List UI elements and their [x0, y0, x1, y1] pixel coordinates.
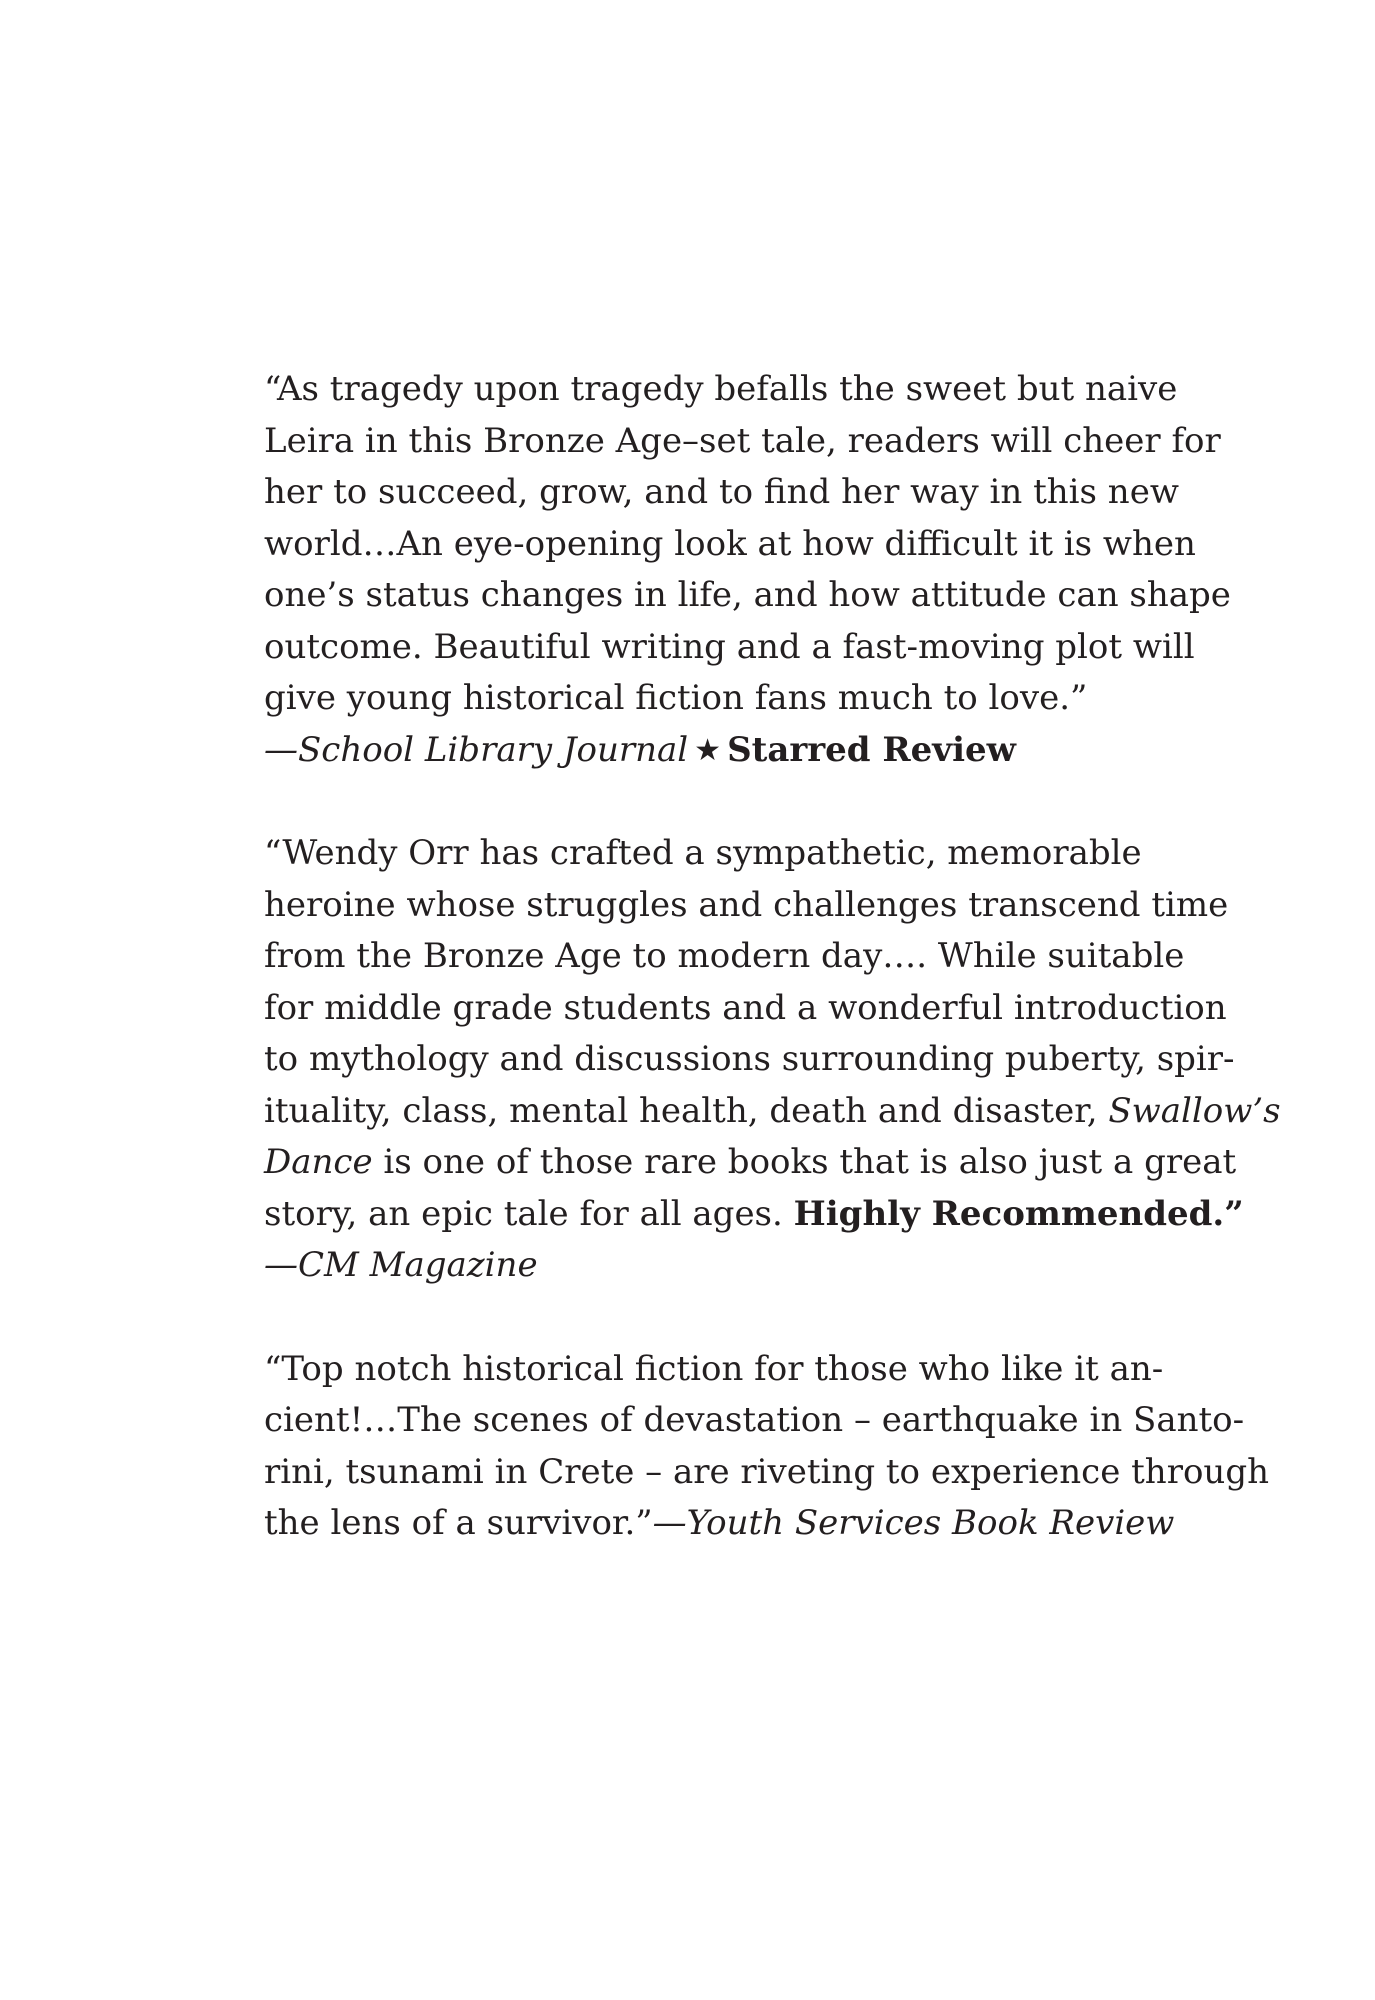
review-line: one’s status changes in life, and how attitude can shape — [264, 575, 1231, 615]
review-source: CM Magazine — [298, 1245, 538, 1285]
review-school-library-journal — [264, 364, 1231, 776]
review-text: ituality, class, mental health, death and disaster, — [264, 1090, 1098, 1131]
review-line — [264, 1137, 1237, 1189]
review-text: is one of those rare books that is also just a great — [372, 1142, 1237, 1182]
review-cm-magazine — [264, 828, 1281, 1292]
review-attribution — [264, 1240, 1164, 1292]
review-source: Youth Services Book Review — [686, 1503, 1175, 1543]
review-line: heroine whose struggles and challenges transcend time — [264, 884, 1229, 925]
book-title: Dance — [264, 1142, 373, 1182]
review-youth-services-book-review — [264, 1344, 1269, 1550]
review-line: give young historical fiction fans much to love.” — [264, 678, 1088, 718]
review-line: cient!…The scenes of devastation – earthquake in Santo- — [264, 1400, 1245, 1440]
star-icon: ★ — [694, 732, 722, 768]
review-line — [264, 1189, 1244, 1241]
review-line: her to succeed, grow, and to find her way in this new — [264, 472, 1179, 512]
review-attribution — [264, 725, 1164, 777]
book-title: Swallow’s — [1108, 1090, 1281, 1131]
review-line: to mythology and discussions surrounding puberty, spir- — [264, 1039, 1235, 1079]
review-text: the lens of a survivor.” — [264, 1503, 653, 1543]
review-line: “Top notch historical fiction for those who like it an- — [264, 1348, 1164, 1389]
review-line: “As tragedy upon tragedy befalls the sweet but naive — [264, 369, 1178, 409]
review-text: story, an epic tale for all ages. — [264, 1193, 794, 1234]
review-line: from the Bronze Age to modern day…. While suitable — [264, 936, 1185, 976]
review-line: rini, tsunami in Crete – are riveting to experience through — [264, 1451, 1269, 1492]
review-line: for middle grade students and a wonderful introduction — [264, 987, 1227, 1028]
attribution-dash: — — [264, 1245, 298, 1285]
attribution-dash: — — [652, 1503, 687, 1543]
review-line: Leira in this Bronze Age–set tale, readers will cheer for — [264, 420, 1221, 461]
review-line: world…An eye-opening look at how difficult it is when — [264, 523, 1196, 564]
review-line — [264, 1086, 1281, 1138]
review-line: “Wendy Orr has crafted a sympathetic, memorable — [264, 833, 1142, 873]
review-source: School Library Journal — [298, 729, 689, 770]
highly-recommended: Highly Recommended.” — [793, 1193, 1244, 1234]
starred-review-badge: Starred Review — [727, 729, 1016, 770]
review-line: outcome. Beautiful writing and a fast-moving plot will — [264, 626, 1195, 667]
review-line — [264, 1498, 1175, 1550]
attribution-dash: — — [264, 729, 298, 770]
review-list — [264, 364, 1281, 1602]
